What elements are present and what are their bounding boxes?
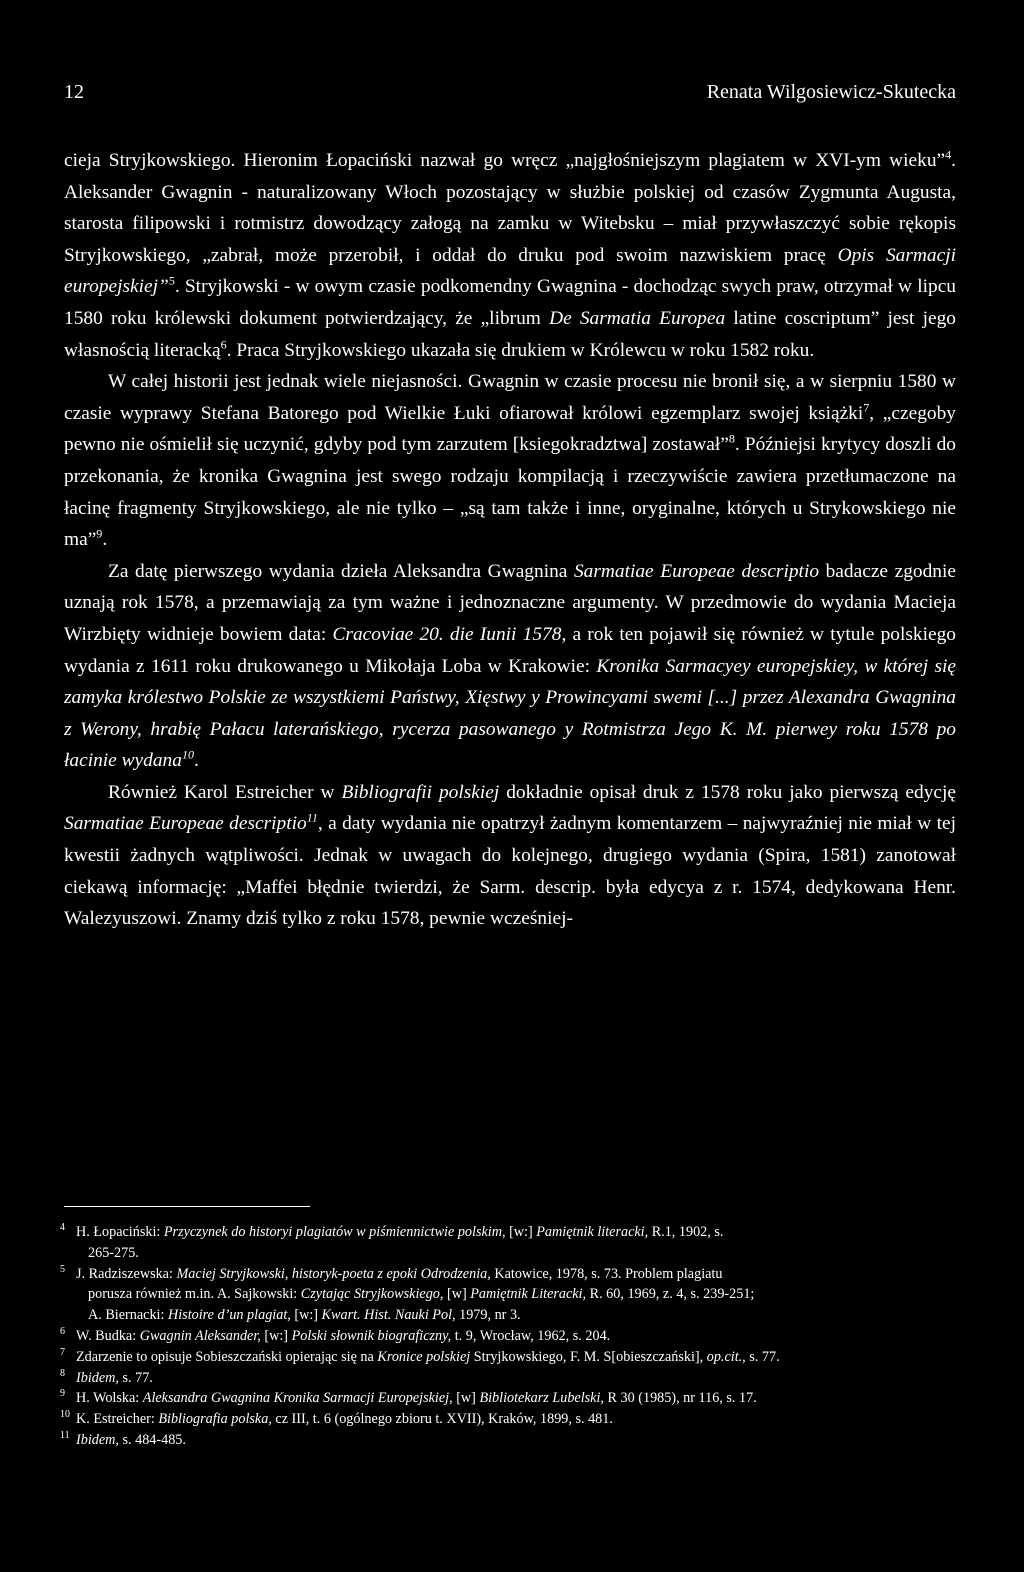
italic-text: De Sarmatia Europea: [549, 307, 726, 329]
text-span: H. Łopaciński:: [76, 1224, 164, 1240]
footnote-line: [76, 1284, 956, 1305]
italic-text: Cracoviae 20. die Iunii 1578: [332, 623, 562, 645]
italic-text: Opis Sarmacji europejskiej”: [64, 244, 956, 298]
text-span: A. Biernacki:: [88, 1307, 168, 1324]
text-span: [w:]: [290, 1307, 322, 1324]
paragraph-p3: [64, 556, 956, 777]
footnote-number: 5: [60, 1263, 65, 1275]
footnote-reference: [307, 811, 318, 825]
footnote-line: [76, 1409, 956, 1430]
italic-text: Ibidem,: [76, 1431, 119, 1448]
footnote-5: [60, 1263, 956, 1326]
footnote-reference: 8: [728, 431, 735, 446]
text-span: . Późniejsi krytycy doszli do przekonania, że kronika Gwagnina jest swego rodzaju kompilacją i rzeczywiście zawiera przetłumaczone na łacinę fragmenty Stryjkowskiego, ale nie tylko – „są tam także i inne, oryginalne, których u Strykowskiego nie ma”: [64, 434, 956, 551]
text-span: badacze zgodnie uznają rok 1578, a przemawiają za tym ważne i jednoznaczne argumenty. W przedmowie do wydania Macieja Wirzbięty widnieje bowiem data:: [64, 560, 956, 645]
footnote-number: 4: [60, 1222, 65, 1233]
footnote-reference: 11: [306, 811, 318, 825]
italic-text: Maciej Stryjkowski, historyk-poeta z epoki Odrodzenia,: [176, 1265, 491, 1282]
text-span: Zdarzenie to opisuje Sobieszczański opierając się na: [76, 1348, 378, 1365]
body-text: [64, 145, 956, 935]
footnote-reference: 7: [863, 400, 870, 415]
text-span: porusza również m.in. A. Sajkowski:: [88, 1286, 301, 1303]
footnotes: [60, 1222, 956, 1451]
paragraph-p2: [64, 366, 956, 556]
text-span: s. 77.: [745, 1348, 780, 1365]
footnote-reference: 6: [220, 337, 227, 352]
text-span: . Aleksander Gwagnin - naturalizowany Włoch pozostający w służbie polskiej od czasów Zygmunta Augusta, starosta filipowski i rotmistrz dowodzący załogą na zamku w Witebsku – miał przywłaszczyć sobie rękopis Stryjkowskiego, „zabrał, może przerobił, i oddał do druku pod swoim nazwiskiem pracę: [64, 150, 956, 266]
text-span: H. Wolska:: [76, 1390, 143, 1407]
footnote-divider: [64, 1206, 310, 1207]
italic-text: Polski słownik biograficzny,: [291, 1327, 452, 1344]
text-span: Katowice, 1978, s. 73. Problem plagiatu: [490, 1265, 723, 1282]
footnote-8: [60, 1367, 956, 1389]
italic-text: Histoire d’un plagiat,: [167, 1307, 291, 1324]
italic-text: Pamiętnik literacki,: [536, 1224, 649, 1240]
paragraph-p4: [64, 777, 956, 935]
running-author: Renata Wilgosiewicz-Skutecka: [706, 81, 956, 103]
text-span: t. 9, Wrocław, 1962, s. 204.: [451, 1327, 611, 1344]
footnote-10: [60, 1409, 956, 1430]
text-span: R.1, 1902, s.: [648, 1224, 724, 1240]
footnote-reference: [182, 748, 194, 762]
text-span: Stryjkowskiego, F. M. S[obieszczański],: [470, 1348, 707, 1365]
text-span: , „czegoby pewno nie ośmielił się uczynić, gdyby pod tym zarzutem [ksiegokradztwa] zostawał”: [64, 402, 956, 456]
text-span: latine coscriptum” jest jego własnością literacką: [64, 307, 956, 361]
text-span: J. Radziszewska:: [76, 1265, 177, 1282]
footnote-number: 8: [60, 1367, 65, 1379]
text-span: . Praca Stryjkowskiego ukazała się drukiem w Królewcu w roku 1582 roku.: [226, 339, 815, 361]
text-span: cz III, t. 6 (ogólnego zbioru t. XVII), Kraków, 1899, s. 481.: [271, 1411, 613, 1428]
footnote-line: [76, 1326, 956, 1347]
italic-text: Gwagnin Aleksander,: [139, 1327, 261, 1344]
text-span: , a daty wydania nie opatrzył żadnym komentarzem – najwyraźniej nie miał w tej kwestii żadnych wątpliwości. Jednak w uwagach do kolejnego, drugiego wydania (Spira, 1581) zanotował ciekawą informację: „Maffei błędnie twierdzi, że Sarm. descrip. była edycya z r. 1574, dedykowana Henr. Walezyuszowi. Znamy dziś tylko z roku 1578, pewnie wcześniej-: [64, 813, 956, 930]
text-span: s. 484-485.: [118, 1431, 186, 1448]
italic-text: Kronice polskiej: [377, 1348, 471, 1365]
footnote-number: 11: [60, 1429, 70, 1441]
italic-text: Kronika Sarmacyey europejskiey, w której się zamyka królestwo Polskie ze wszystkiemi Państwy, Xięstwy y Prowincyami swemi [...] przez Alexandra Gwagnina z Werony, hrabię Pałacu laterańskiego, rycerza pasowanego y Rotmistrza Jego K. M. pierwey roku 1578 po łacinie wydana: [64, 655, 956, 772]
footnote-line: [76, 1388, 956, 1409]
footnote-number: 9: [60, 1388, 65, 1400]
italic-text: Ibidem,: [76, 1369, 119, 1386]
text-span: R 30 (1985), nr 116, s. 17.: [603, 1390, 757, 1407]
footnote-line: [76, 1368, 956, 1389]
italic-text: Przyczynek do historyi plagiatów w piśmiennictwie polskim,: [163, 1224, 506, 1240]
text-span: Za datę pierwszego wydania dzieła Aleksandra Gwagnina: [108, 560, 574, 582]
italic-text: Czytając Stryjkowskiego,: [300, 1286, 444, 1303]
text-span: [w:]: [260, 1327, 292, 1344]
text-span: [w]: [452, 1390, 480, 1407]
footnote-line: [76, 1222, 956, 1243]
footnote-9: [60, 1388, 956, 1409]
text-span: . Stryjkowski - w owym czasie podkomendny Gwagnina - dochodząc swych praw, otrzymał w lipcu 1580 roku królewski dokument potwierdzający, że „librum: [64, 276, 956, 329]
text-span: cieja Stryjkowskiego. Hieronim Łopaciński nazwał go wręcz „najgłośniejszym plagiatem w XVI-ym wieku”: [64, 150, 946, 171]
text-span: R. 60, 1969, z. 4, s. 239-251;: [586, 1286, 755, 1303]
footnote-11: [60, 1429, 956, 1451]
italic-text: Aleksandra Gwagnina Kronika Sarmacji Europejskiej,: [142, 1390, 453, 1407]
text-span: s. 77.: [118, 1369, 153, 1386]
italic-text: Bibliografia polska,: [158, 1411, 272, 1428]
italic-text: Bibliotekarz Lubelski,: [479, 1390, 604, 1407]
text-span: 265-275.: [88, 1244, 139, 1261]
footnote-7: [60, 1346, 956, 1368]
footnote-line: [76, 1264, 956, 1285]
page-number: 12: [64, 81, 84, 103]
text-span: .: [193, 750, 199, 772]
text-span: .: [102, 529, 108, 551]
footnote-line: [76, 1430, 956, 1451]
text-span: Również Karol Estreicher w: [108, 781, 342, 803]
italic-text: Kwart. Hist. Nauki Pol,: [321, 1307, 456, 1324]
footnote-number: 10: [60, 1409, 70, 1421]
italic-text: op.cit.,: [706, 1348, 746, 1365]
footnote-line: [76, 1305, 956, 1326]
footnote-reference: 4: [945, 147, 952, 162]
italic-text: Bibliografii polskiej: [341, 781, 500, 803]
footnote-reference: 10: [181, 747, 194, 762]
italic-text: Sarmatiae Europeae descriptio: [64, 813, 307, 835]
text-span: dokładnie opisał druk z 1578 roku jako pierwszą edycję: [499, 781, 956, 803]
text-span: [w]: [443, 1286, 471, 1303]
italic-text: Pamiętnik Literacki,: [470, 1286, 587, 1303]
text-span: [w:]: [505, 1224, 537, 1240]
text-span: , a rok ten pojawił się również w tytule polskiego wydania z 1611 roku drukowanego u Mikołaja Loba w Krakowie:: [64, 623, 957, 677]
paragraph-p1: [64, 145, 956, 366]
text-span: W. Budka:: [76, 1327, 140, 1344]
footnote-reference: 9: [96, 526, 103, 541]
footnote-number: 6: [60, 1325, 65, 1337]
footnote-6: [60, 1325, 956, 1347]
footnote-line: [76, 1243, 956, 1264]
text-span: 1979, nr 3.: [455, 1307, 521, 1324]
running-header: [64, 80, 956, 104]
footnote-number: 7: [60, 1346, 65, 1358]
footnote-line: [76, 1347, 956, 1368]
italic-text: Sarmatiae Europeae descriptio: [573, 560, 820, 582]
footnote-4: [60, 1222, 956, 1264]
text-span: K. Estreicher:: [76, 1411, 159, 1428]
text-span: W całej historii jest jednak wiele niejasności. Gwagnin w czasie procesu nie bronił się, a w sierpniu 1580 w czasie wyprawy Stefana Batorego pod Wielkie Łuki ofiarował królowi egzemplarz swojej książki: [64, 371, 956, 424]
footnote-reference: 5: [168, 273, 175, 288]
